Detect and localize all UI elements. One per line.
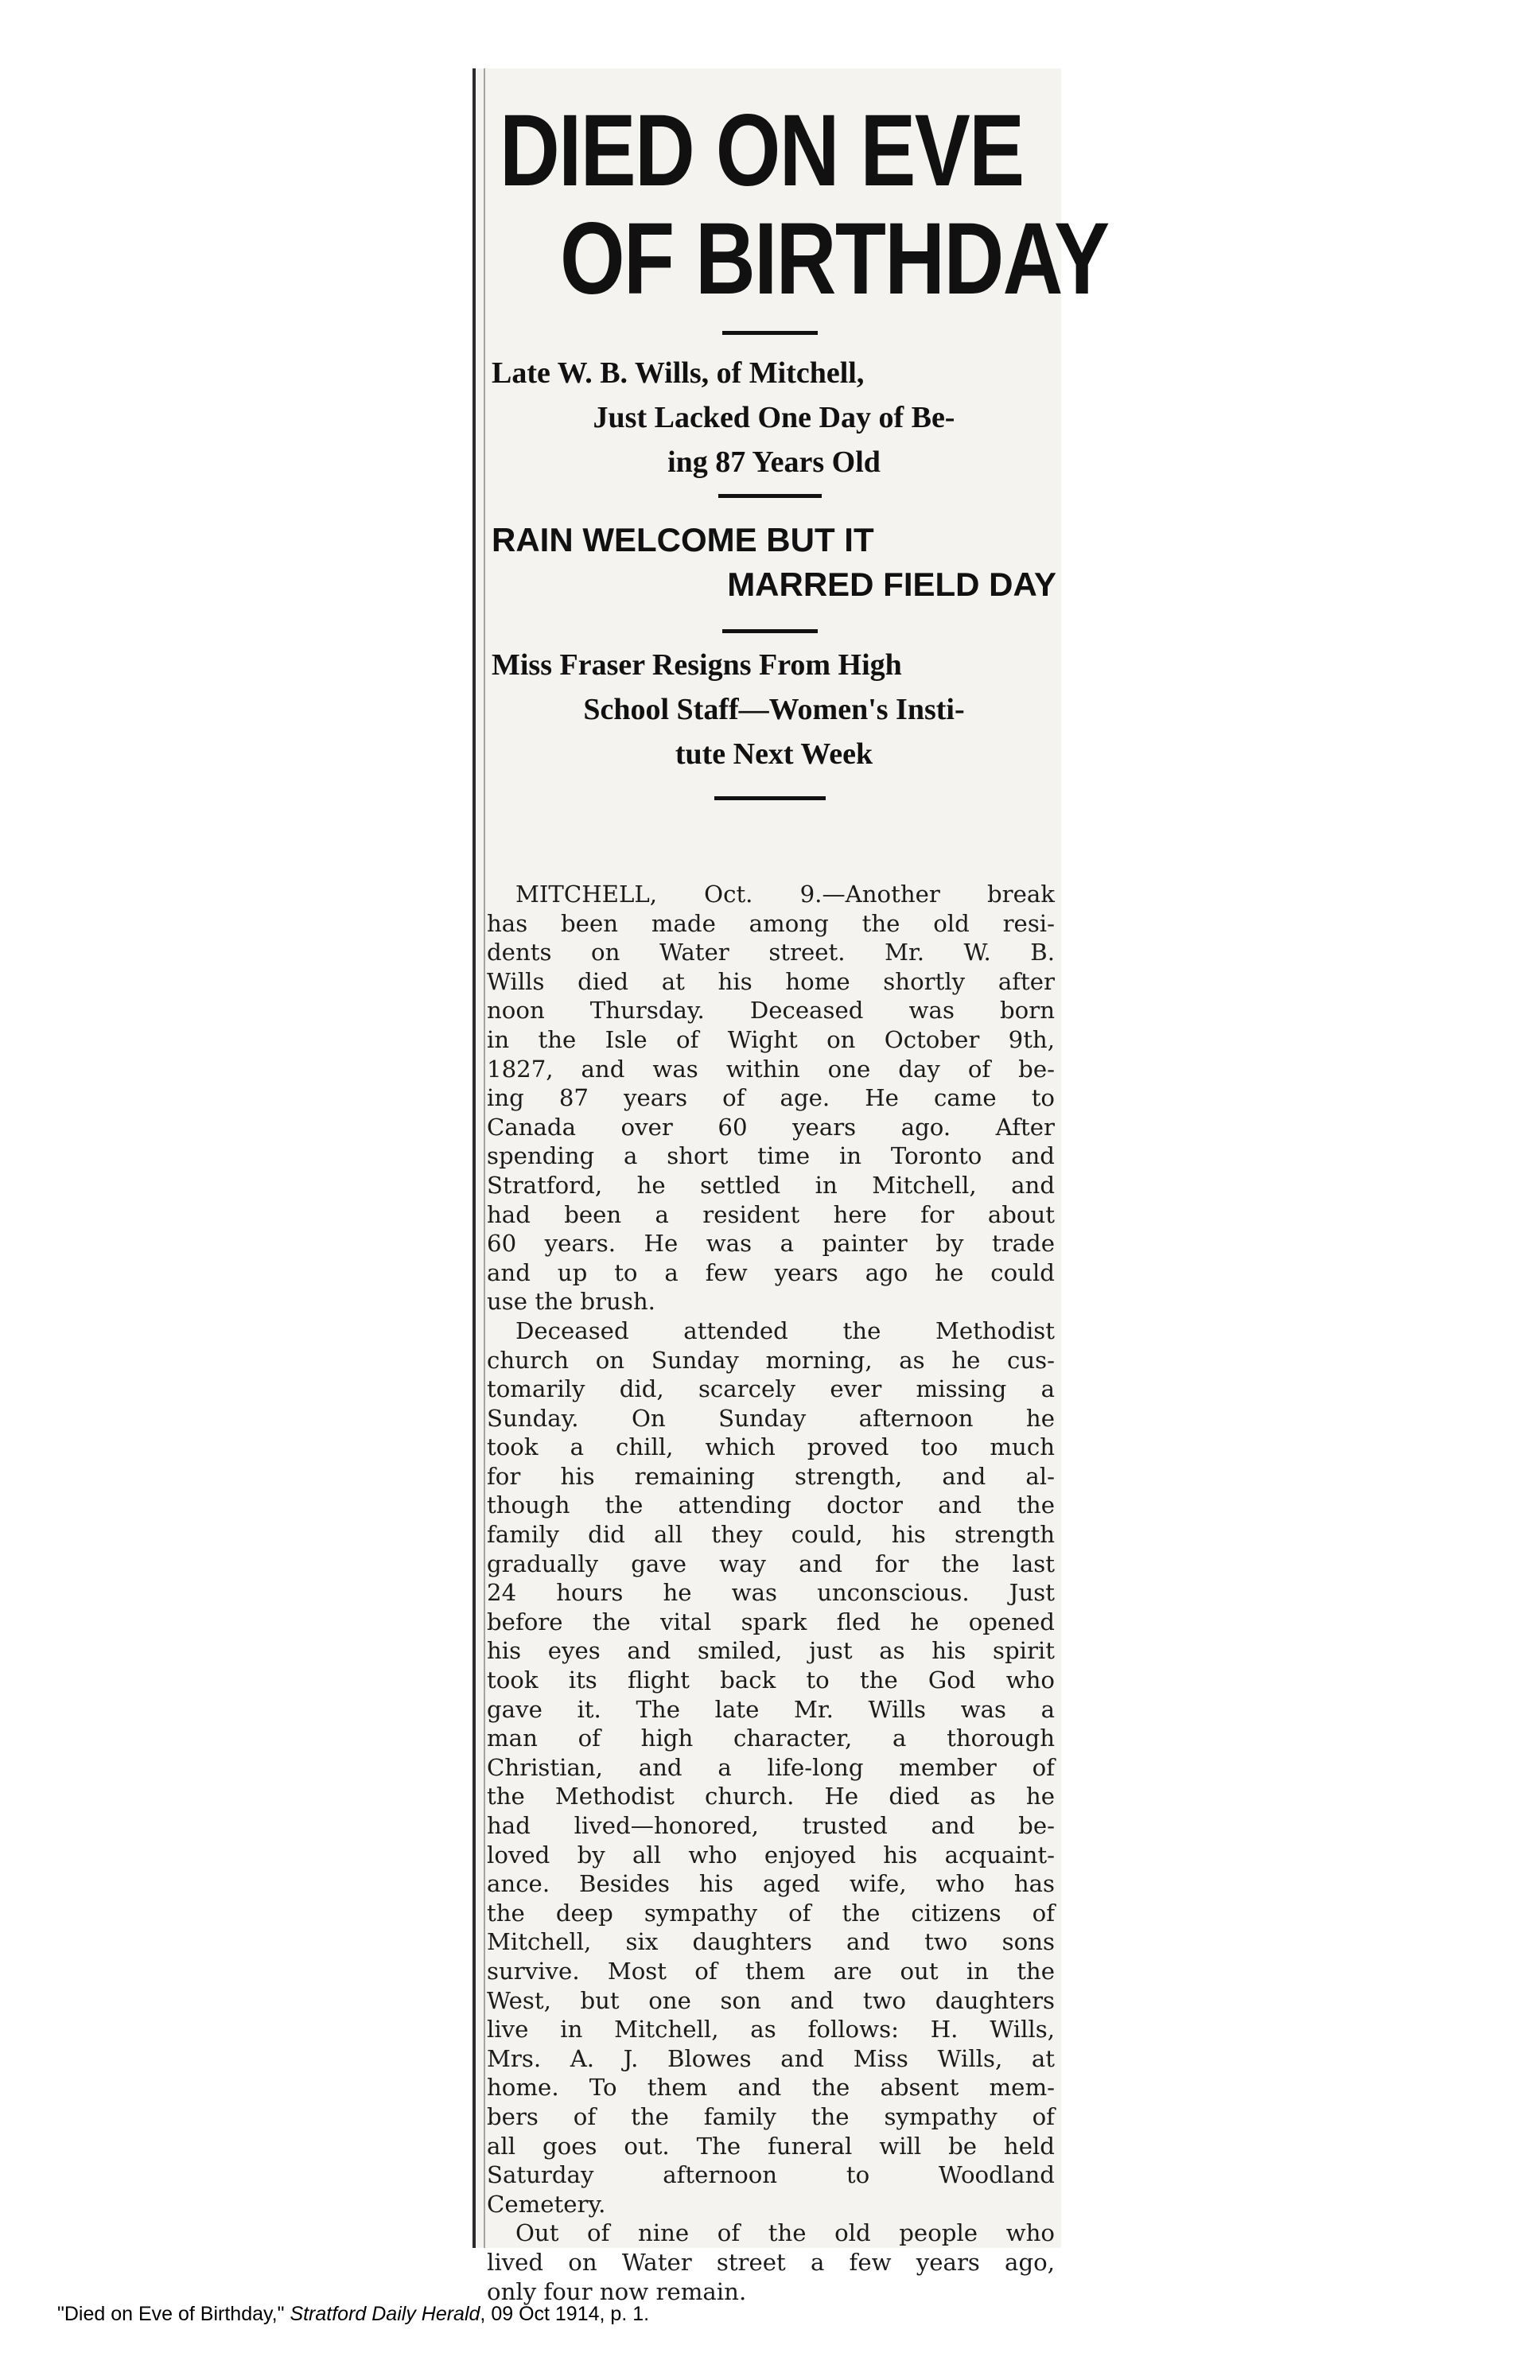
body-line: West, but one son and two daughters	[487, 1986, 1055, 2014]
body-line: has been made among the old resi-	[487, 909, 1055, 937]
body-line: and up to a few years ago he could	[487, 1258, 1055, 1286]
body-line: Mitchell, six daughters and two sons	[487, 1928, 1055, 1956]
body-line: all goes out. The funeral will be held	[487, 2132, 1055, 2160]
citation-caption	[57, 2303, 649, 2326]
deck1-line: Just Lacked One Day of Be-	[593, 401, 955, 434]
caption-prefix: "Died on Eve of Birthday,"	[57, 2303, 290, 2325]
body-line: Saturday afternoon to Woodland	[487, 2161, 1055, 2189]
body-line: Sunday. On Sunday afternoon he	[487, 1404, 1055, 1432]
body-line: home. To them and the absent mem-	[487, 2074, 1055, 2102]
body-line: Wills died at his home shortly after	[487, 967, 1055, 995]
body-line: man of high character, a thorough	[487, 1725, 1055, 1752]
caption-suffix: , 09 Oct 1914, p. 1.	[480, 2303, 650, 2325]
body-line: had been a resident here for about	[487, 1200, 1055, 1228]
body-line: survive. Most of them are out in the	[487, 1957, 1055, 1985]
divider-rule	[718, 494, 822, 498]
body-line: 1827, and was within one day of be-	[487, 1055, 1055, 1083]
caption-source: Stratford Daily Herald	[290, 2303, 480, 2325]
article-body	[487, 880, 1055, 2306]
body-line: in the Isle of Wight on October 9th,	[487, 1025, 1055, 1053]
body-line: Cemetery.	[487, 2190, 606, 2218]
deck3-line: tute Next Week	[675, 737, 873, 771]
body-line: dents on Water street. Mr. W. B.	[487, 939, 1055, 966]
body-line: for his remaining strength, and al-	[487, 1462, 1055, 1490]
body-line: took a chill, which proved too much	[487, 1433, 1055, 1461]
body-line: before the vital spark fled he opened	[487, 1608, 1055, 1635]
subheadline-deck-2	[492, 518, 1056, 607]
body-line: Deceased attended the Methodist	[515, 1316, 1055, 1344]
body-line: the deep sympathy of the citizens of	[487, 1899, 1055, 1927]
body-line: Out of nine of the old people who	[515, 2219, 1055, 2247]
subheadline-deck-3	[492, 643, 1056, 776]
body-line: live in Mitchell, as follows: H. Wills,	[487, 2016, 1055, 2044]
divider-rule	[722, 331, 818, 335]
body-line: noon Thursday. Deceased was born	[487, 997, 1055, 1025]
newspaper-clipping	[472, 68, 1109, 2305]
headline-line-2: OF BIRTHDAY	[560, 202, 1109, 316]
body-line: spending a short time in Toronto and	[487, 1142, 1055, 1170]
body-line: had lived—honored, trusted and be-	[487, 1812, 1055, 1839]
body-line: use the brush.	[487, 1288, 655, 1316]
body-line: though the attending doctor and the	[487, 1491, 1055, 1519]
deck3-line: Miss Fraser Resigns From High	[492, 648, 902, 682]
deck3-line: School Staff—Women's Insti-	[583, 693, 965, 726]
divider-rule	[714, 796, 826, 800]
headline-line-1: DIED ON EVE	[500, 94, 1024, 208]
body-line: Canada over 60 years ago. After	[487, 1113, 1055, 1141]
body-line: MITCHELL, Oct. 9.—Another break	[515, 881, 1055, 908]
body-line: 60 years. He was a painter by trade	[487, 1230, 1055, 1258]
body-line: Stratford, he settled in Mitchell, and	[487, 1171, 1055, 1199]
body-line: the Methodist church. He died as he	[487, 1783, 1055, 1810]
body-line: lived on Water street a few years ago,	[487, 2248, 1055, 2276]
body-line: bers of the family the sympathy of	[487, 2102, 1055, 2130]
deck2-line: RAIN WELCOME BUT IT	[492, 521, 874, 558]
body-line: 24 hours he was unconscious. Just	[487, 1579, 1055, 1607]
body-line: gradually gave way and for the last	[487, 1550, 1055, 1577]
body-line: Mrs. A. J. Blowes and Miss Wills, at	[487, 2044, 1055, 2072]
deck1-line: Late W. B. Wills, of Mitchell,	[492, 356, 865, 390]
deck2-line: MARRED FIELD DAY	[727, 566, 1056, 603]
body-line: took its flight back to the God who	[487, 1666, 1055, 1694]
body-line: only four now remain.	[487, 2277, 747, 2305]
body-line: loved by all who enjoyed his acquaint-	[487, 1841, 1055, 1869]
body-line: gave it. The late Mr. Wills was a	[487, 1695, 1055, 1723]
subheadline-deck-1	[492, 351, 1056, 484]
body-line: Christian, and a life-long member of	[487, 1753, 1055, 1781]
divider-rule	[722, 629, 818, 633]
body-line: family did all they could, his strength	[487, 1521, 1055, 1549]
body-line: tomarily did, scarcely ever missing a	[487, 1375, 1055, 1403]
body-line: ance. Besides his aged wife, who has	[487, 1870, 1055, 1898]
body-line: ing 87 years of age. He came to	[487, 1084, 1055, 1112]
deck1-line: ing 87 Years Old	[667, 445, 881, 479]
body-line: his eyes and smiled, just as his spirit	[487, 1637, 1055, 1665]
body-line: church on Sunday morning, as he cus-	[487, 1346, 1055, 1374]
